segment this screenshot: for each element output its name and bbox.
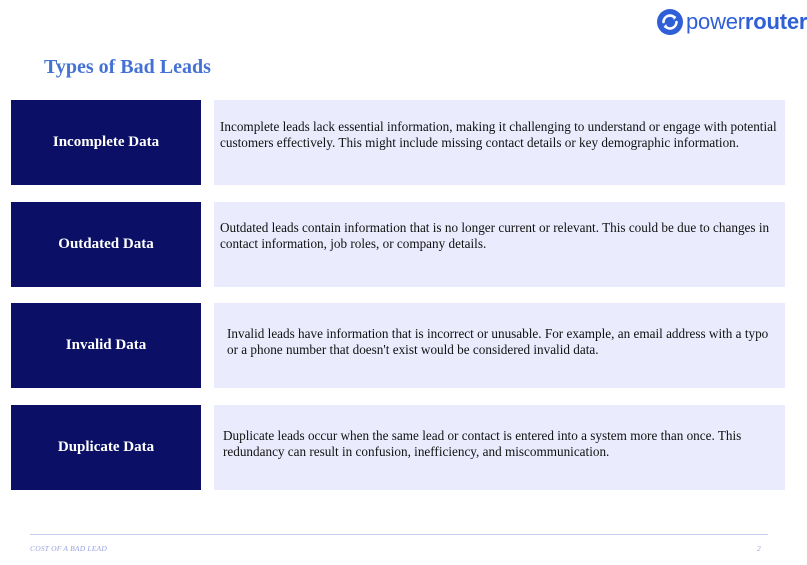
brand-wordmark bbox=[686, 9, 807, 35]
lead-type-label: Incomplete Data bbox=[52, 134, 160, 150]
lead-type-row bbox=[11, 202, 785, 287]
lead-type-label-box bbox=[11, 303, 201, 388]
lead-type-label-box bbox=[11, 405, 201, 490]
lead-type-row bbox=[11, 100, 785, 185]
page-title: Types of Bad Leads bbox=[44, 56, 211, 78]
lead-type-row bbox=[11, 303, 785, 388]
footer-page-number: 2 bbox=[757, 544, 761, 553]
powerrouter-logo-icon bbox=[657, 9, 683, 35]
lead-type-description-box bbox=[214, 202, 785, 287]
footer-document-title: COST OF A BAD LEAD bbox=[30, 544, 107, 553]
lead-type-description: Outdated leads contain information that is no longer current or relevant. This could be due to changes in contact information, job roles, or company details. bbox=[220, 220, 770, 251]
lead-type-description-box bbox=[214, 405, 785, 490]
lead-type-description: Incomplete leads lack essential information, making it challenging to understand or engage with potential customers effectively. This might include missing contact details or key demographic information. bbox=[220, 119, 777, 150]
lead-type-description: Duplicate leads occur when the same lead or contact is entered into a system more than once. This redundancy can result in confusion, inefficiency, and miscommunication. bbox=[223, 428, 742, 459]
lead-type-label: Invalid Data bbox=[65, 337, 147, 353]
lead-type-row bbox=[11, 405, 785, 490]
lead-type-label: Duplicate Data bbox=[57, 439, 155, 455]
lead-type-label-box bbox=[11, 202, 201, 287]
brand-name-bold: router bbox=[744, 9, 807, 34]
footer-divider bbox=[30, 534, 768, 535]
brand-name-regular: power bbox=[686, 9, 745, 34]
brand-logo bbox=[657, 9, 807, 35]
lead-type-label: Outdated Data bbox=[58, 236, 154, 252]
lead-type-label-box bbox=[11, 100, 201, 185]
lead-type-description-box bbox=[214, 303, 785, 388]
lead-type-description-box bbox=[214, 100, 785, 185]
lead-type-description: Invalid leads have information that is incorrect or unusable. For example, an email address with a typo or a phone number that doesn't exist would be considered invalid data. bbox=[227, 326, 769, 357]
